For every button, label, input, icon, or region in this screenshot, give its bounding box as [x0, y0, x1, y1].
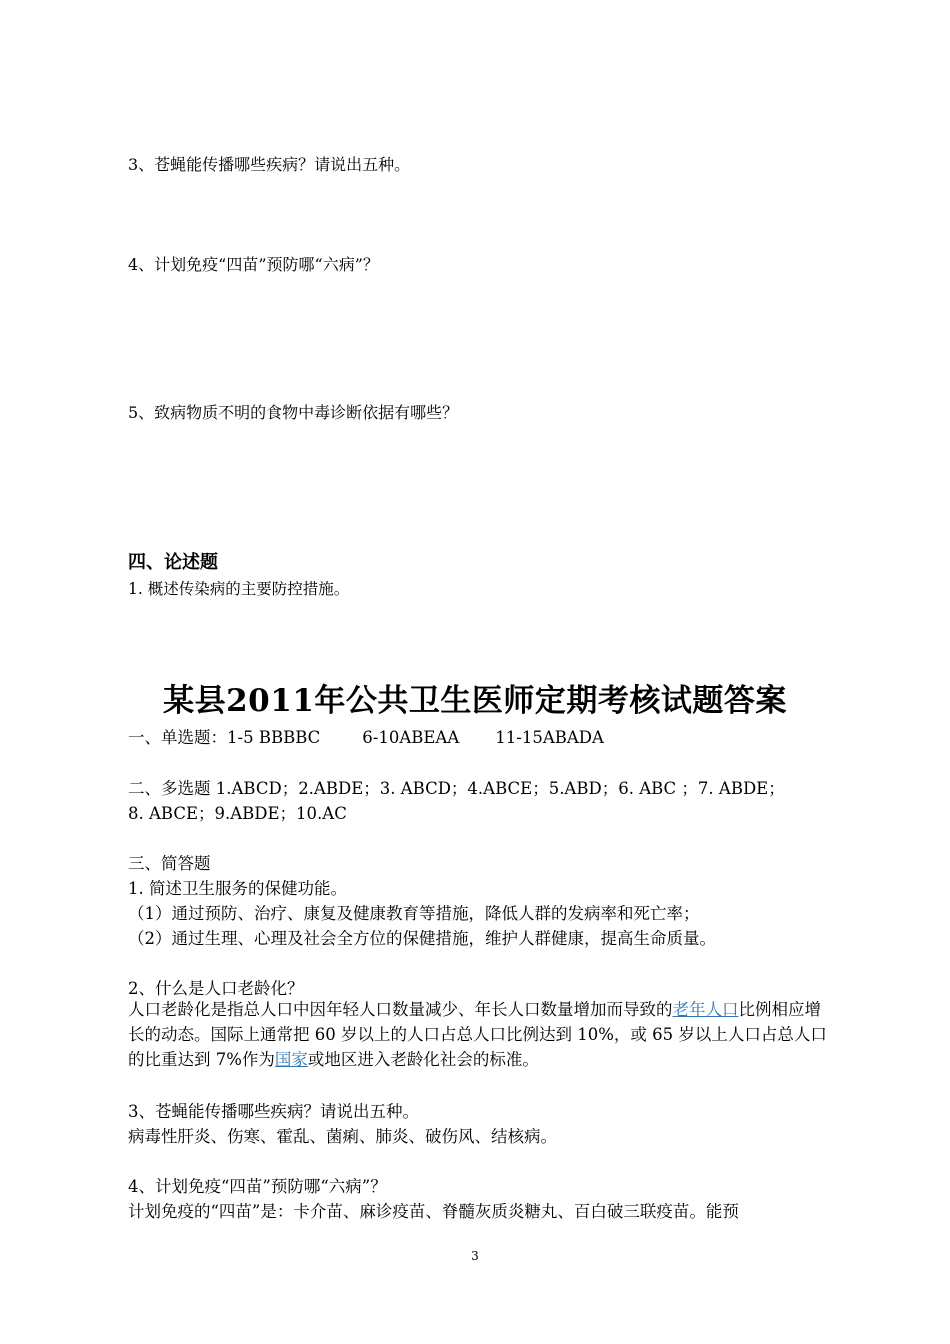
answer-2-text-1: 人口老龄化是指总人口中因年轻人口数量减少、年长人口数量增加而导致的: [128, 1000, 673, 1019]
answer-4-text: 计划免疫的“四苗”是：卡介苗、麻诊疫苗、脊髓灰质炎糖丸、百白破三联疫苗。能预: [128, 1202, 739, 1221]
elderly-population-link[interactable]: 老年人口: [672, 1000, 739, 1019]
answer-2-text-2: 比例相应增长的动态。国际上通常把 60 岁以上的人口占总人口比例达到 10%，或 65 岁以上人口占总人口的比重达到 7%作为: [128, 1000, 827, 1069]
section-4-item-1: 1. 概述传染病的主要防控措施。: [128, 580, 350, 598]
answer-1-line-2: （2）通过生理、心理及社会全方位的保健措施，维护人群健康，提高生命质量。: [128, 929, 716, 948]
answers-title: 某县2011年公共卫生医师定期考核试题答案: [163, 683, 787, 719]
question-5: 5、致病物质不明的食物中毒诊断依据有哪些？: [128, 403, 459, 422]
single-choice-label: 一、单选题：: [128, 728, 227, 747]
multi-choice-line-2: 8. ABCE；9.ABDE；10.AC: [128, 804, 347, 823]
short-answer-heading: 三、简答题: [128, 854, 211, 873]
single-choice-part-2: 6-10ABEAA: [362, 728, 460, 747]
country-link[interactable]: 国家: [274, 1050, 308, 1069]
answer-1-question: 1. 简述卫生服务的保健功能。: [128, 879, 347, 898]
answer-3-question: 3、苍蝇能传播哪些疾病？请说出五种。: [128, 1102, 419, 1121]
question-4: 4、计划免疫“四苗”预防哪“六病”？: [128, 255, 379, 274]
answer-2-question: 2、什么是人口老龄化？: [128, 979, 304, 998]
answer-3-text: 病毒性肝炎、伤寒、霍乱、菌痢、肺炎、破伤风、结核病。: [128, 1127, 557, 1146]
section-4-heading: 四、论述题: [128, 552, 218, 573]
answer-1-line-1: （1）通过预防、治疗、康复及健康教育等措施，降低人群的发病率和死亡率；: [128, 904, 700, 923]
page-number: 3: [471, 1249, 479, 1263]
answer-4-question: 4、计划免疫“四苗”预防哪“六病”？: [128, 1177, 387, 1196]
single-choice-answers: [128, 724, 604, 748]
question-3: 3、苍蝇能传播哪些疾病？请说出五种。: [128, 155, 411, 174]
multi-choice-line-1: 二、多选题 1.ABCD；2.ABDE；3. ABCD；4.ABCE；5.ABD；6. ABC ；7. ABDE；: [128, 779, 785, 798]
answer-2-text-3: 或地区进入老龄化社会的标准。: [307, 1050, 539, 1069]
single-choice-part-1: 1-5 BBBBC: [227, 728, 321, 747]
answer-2-paragraph: [128, 997, 828, 1072]
single-choice-part-3: 11-15ABADA: [495, 728, 604, 747]
